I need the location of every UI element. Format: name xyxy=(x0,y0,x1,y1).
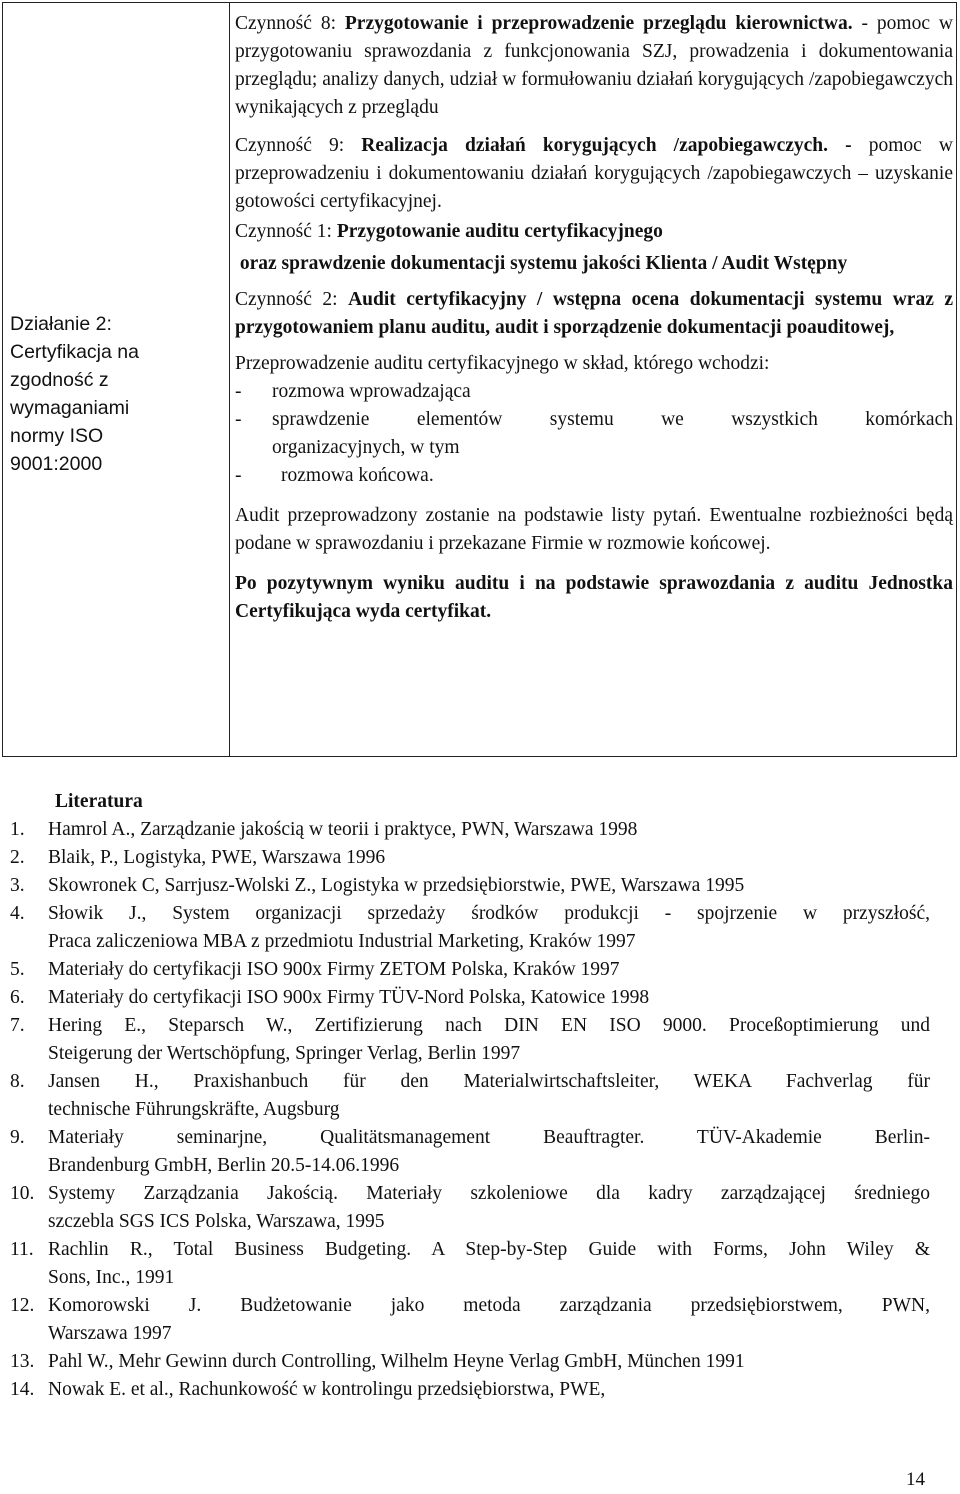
reference-number: 1. xyxy=(10,819,25,840)
reference-text: Materiały do certyfikacji ISO 900x Firmy ZETOM Polska, Kraków 1997 xyxy=(48,959,620,980)
audit-steps-list xyxy=(235,378,953,490)
reference-item xyxy=(10,1180,930,1236)
reference-item xyxy=(10,844,930,872)
action-line: normy ISO xyxy=(10,424,104,447)
reference-item xyxy=(10,1292,930,1348)
activity-title: Przygotowanie auditu certyfikacyjnego xyxy=(336,221,663,242)
list-item: - rozmowa wprowadzająca xyxy=(235,381,471,402)
reference-item xyxy=(10,1236,930,1292)
activity-label: Czynność 8: xyxy=(235,13,345,34)
reference-text: Skowronek C, Sarrjusz-Wolski Z., Logistyka w przedsiębiorstwie, PWE, Warszawa 1995 xyxy=(48,875,745,896)
audit-note: Audit przeprowadzony zostanie na podstawie listy pytań. Ewentualne rozbieżności będą podane w sprawozdaniu i przekazane Firmie w rozmowie końcowej. xyxy=(235,505,953,554)
reference-number: 11. xyxy=(10,1239,34,1260)
reference-number: 13. xyxy=(10,1351,35,1372)
activity-2 xyxy=(235,286,953,342)
activity-title: Przygotowanie i przeprowadzenie przeglądu kierownictwa. xyxy=(344,13,853,34)
activity-body: pomoc w przeprowadzeniu i dokumentowaniu działań korygujących /zapobiegawczych – uzyskanie gotowości certyfikacyjnej. xyxy=(235,135,953,212)
activity-title: Audit certyfikacyjny / wstępna ocena dokumentacji systemu wraz z przygotowaniem planu auditu, audit i sporządzenie dokumentacji poauditowej, xyxy=(235,289,954,338)
reference-item xyxy=(10,872,930,900)
reference-number: 9. xyxy=(10,1127,25,1148)
reference-text: Materiały seminarjne, Qualitätsmanagement Beauftragter. TÜV-Akademie Berlin- xyxy=(48,1127,930,1148)
reference-text: Pahl W., Mehr Gewinn durch Controlling, Wilhelm Heyne Verlag GmbH, München 1991 xyxy=(48,1351,745,1372)
reference-item xyxy=(10,1348,930,1376)
activity-title: Realizacja działań korygujących /zapobiegawczych. - xyxy=(361,135,852,156)
reference-text: Komorowski J. Budżetowanie jako metoda zarządzania przedsiębiorstwem, PWN, xyxy=(48,1295,930,1316)
activities-cell xyxy=(235,10,953,626)
action-line: wymaganiami xyxy=(10,396,130,419)
reference-item xyxy=(10,816,930,844)
list-item: - rozmowa końcowa. xyxy=(235,465,434,486)
reference-item xyxy=(10,1068,930,1124)
activity-9 xyxy=(235,132,953,216)
reference-list xyxy=(10,816,930,1404)
activity-8 xyxy=(235,10,953,122)
action-line: 9001:2000 xyxy=(10,452,103,475)
reference-text-continuation: Praca zaliczeniowa MBA z przedmiotu Industrial Marketing, Kraków 1997 xyxy=(48,931,636,952)
reference-text-continuation: technische Führungskräfte, Augsburg xyxy=(48,1099,340,1120)
action-line: zgodność z xyxy=(10,368,109,391)
literature-section xyxy=(10,788,930,1404)
action-cell xyxy=(3,3,229,756)
literature-title: Literatura xyxy=(55,791,143,812)
action-line: Certyfikacja na xyxy=(10,340,139,363)
page-number: 14 xyxy=(906,1469,925,1490)
reference-number: 3. xyxy=(10,875,25,896)
final-note: Po pozytywnym wyniku auditu i na podstawie sprawozdania z auditu Jednostka Certyfikująca wyda certyfikat. xyxy=(235,573,953,622)
reference-text: Rachlin R., Total Business Budgeting. A Step-by-Step Guide with Forms, John Wiley & xyxy=(48,1239,930,1260)
activity-body: - pomoc w przygotowaniu sprawozdania z funkcjonowania SZJ, prowadzenia i dokumentowania przeglądu; analizy danych, udział w formułowaniu działań korygujących /zapobiegawczych wynikających z przeglądu xyxy=(235,13,953,118)
activity-1 xyxy=(235,218,953,246)
reference-number: 5. xyxy=(10,959,25,980)
reference-text: Nowak E. et al., Rachunkowość w kontrolingu przedsiębiorstwa, PWE, xyxy=(48,1379,606,1400)
reference-number: 8. xyxy=(10,1071,25,1092)
reference-text-continuation: Steigerung der Wertschöpfung, Springer Verlag, Berlin 1997 xyxy=(48,1043,521,1064)
activity-label: Czynność 2: xyxy=(235,289,349,310)
reference-number: 14. xyxy=(10,1379,35,1400)
reference-item xyxy=(10,1124,930,1180)
reference-text-continuation: Brandenburg GmbH, Berlin 20.5-14.06.1996 xyxy=(48,1155,400,1176)
activity-1-continuation: oraz sprawdzenie dokumentacji systemu jakości Klienta / Audit Wstępny xyxy=(235,253,848,274)
reference-number: 4. xyxy=(10,903,25,924)
reference-item xyxy=(10,900,930,956)
reference-text: Hering E., Steparsch W., Zertifizierung nach DIN EN ISO 9000. Proceßoptimierung und xyxy=(48,1015,930,1036)
reference-number: 6. xyxy=(10,987,25,1008)
reference-text: Słowik J., System organizacji sprzedaży środków produkcji - spojrzenie w przyszłość, xyxy=(48,903,930,924)
reference-text: Systemy Zarządzania Jakością. Materiały szkoleniowe dla kadry zarządzającej średniego xyxy=(48,1183,930,1204)
column-divider xyxy=(229,3,230,756)
reference-item xyxy=(10,984,930,1012)
reference-text-continuation: Warszawa 1997 xyxy=(48,1323,172,1344)
reference-text-continuation: Sons, Inc., 1991 xyxy=(48,1267,175,1288)
reference-item xyxy=(10,956,930,984)
activity-label: Czynność 1: xyxy=(235,221,337,242)
reference-number: 7. xyxy=(10,1015,25,1036)
action-line: Działanie 2: xyxy=(10,312,112,335)
reference-item xyxy=(10,1376,930,1404)
reference-item xyxy=(10,1012,930,1068)
reference-text: Blaik, P., Logistyka, PWE, Warszawa 1996 xyxy=(48,847,386,868)
reference-number: 12. xyxy=(10,1295,35,1316)
reference-text: Materiały do certyfikacji ISO 900x Firmy TÜV-Nord Polska, Katowice 1998 xyxy=(48,987,650,1008)
activity-label: Czynność 9: xyxy=(235,135,362,156)
reference-number: 2. xyxy=(10,847,25,868)
reference-number: 10. xyxy=(10,1183,35,1204)
reference-text: Jansen H., Praxishanbuch für den Materialwirtschaftsleiter, WEKA Fachverlag für xyxy=(48,1071,930,1092)
audit-intro: Przeprowadzenie auditu certyfikacyjnego w skład, którego wchodzi: xyxy=(235,353,770,374)
activities-table xyxy=(2,2,957,757)
list-item: - sprawdzenie elementów systemu we wszystkich komórkach organizacyjnych, w tym xyxy=(235,409,953,458)
reference-text: Hamrol A., Zarządzanie jakością w teorii i praktyce, PWN, Warszawa 1998 xyxy=(48,819,638,840)
reference-text-continuation: szczebla SGS ICS Polska, Warszawa, 1995 xyxy=(48,1211,385,1232)
